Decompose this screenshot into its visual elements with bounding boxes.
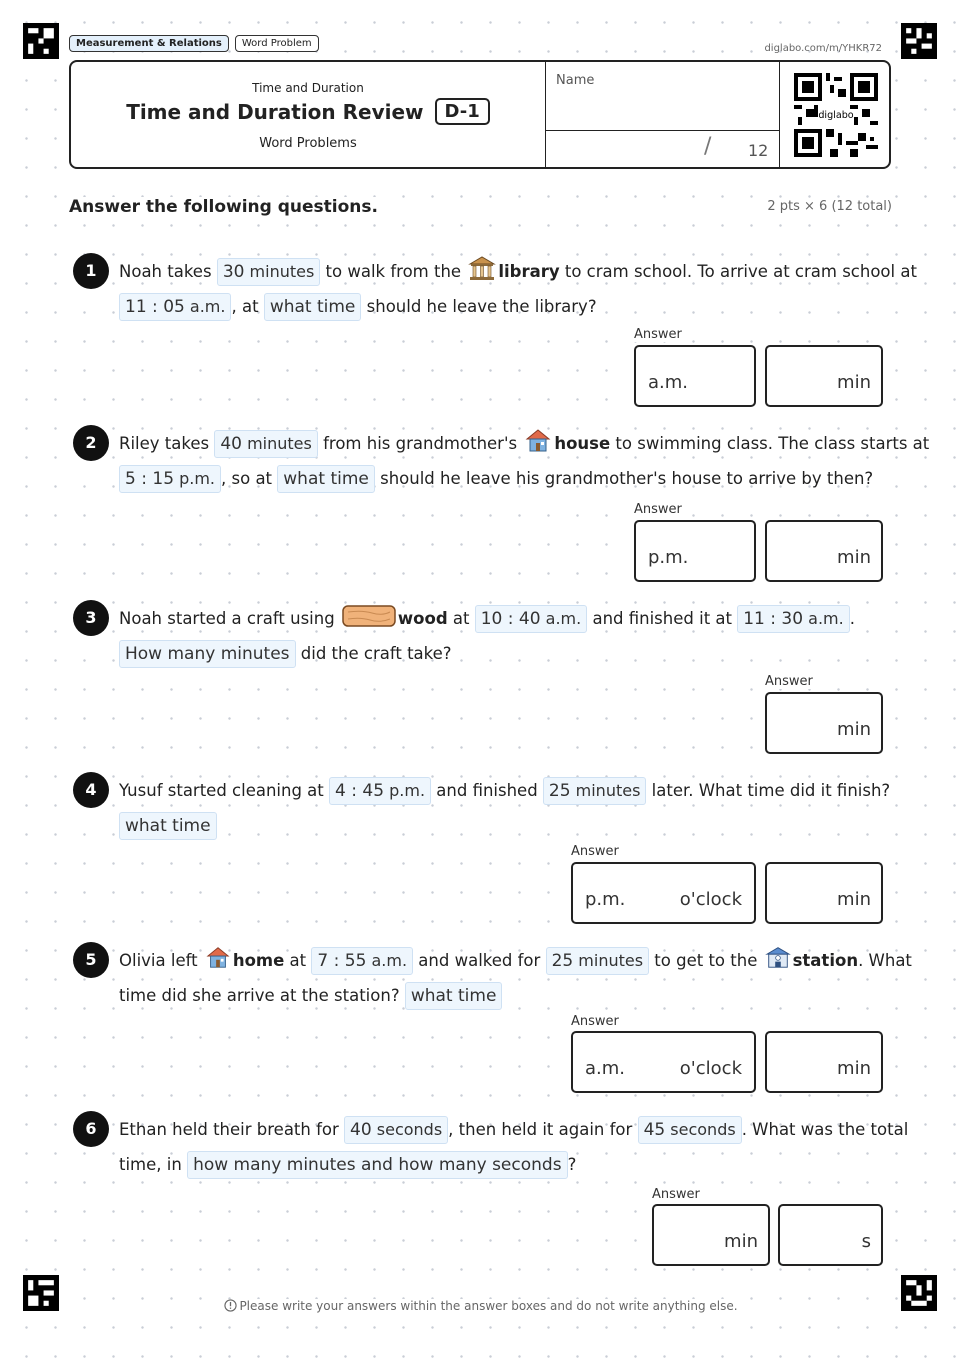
duration-highlight: 40 minutes xyxy=(214,430,318,458)
question-1-text: Noah takes 30 minutes to walk from the library to cram school. To arrive at cram school at 11 : 05 a.m. , at what time should he leave the library? xyxy=(119,254,899,324)
info-icon xyxy=(224,1299,237,1312)
corner-marker-icon xyxy=(23,23,59,59)
tag-category: Measurement & Relations xyxy=(69,35,229,52)
answer-box-5-minute[interactable]: min xyxy=(765,1031,883,1093)
ask-highlight: how many minutes and how many seconds xyxy=(187,1151,568,1179)
question-2-text: Riley takes 40 minutes from his grandmother's house to swimming class. The class starts at 5 : 15 p.m. , so at what time should he leave his grandmother's house to arrive by then? xyxy=(119,426,899,496)
ask-highlight: what time xyxy=(264,293,362,321)
name-label: Name xyxy=(556,73,595,88)
worksheet-header xyxy=(69,60,891,169)
question-3-text: Noah started a craft using wood at 10 : 40 a.m. and finished it at 11 : 30 a.m. . How many minutes did the craft take? xyxy=(119,601,899,671)
score-field[interactable] xyxy=(545,130,780,167)
question-number-5: 5 xyxy=(73,942,109,978)
answer-label: Answer xyxy=(634,502,682,517)
instructions: Answer the following questions. xyxy=(69,197,382,217)
header-subtitle-2: Word Problems xyxy=(259,136,357,151)
answer-box-1-hour[interactable]: a.m. xyxy=(634,345,756,407)
page-title: Time and Duration Review xyxy=(126,99,424,124)
score-slash: / xyxy=(704,134,712,159)
question-5-text: Olivia left home at 7 : 55 a.m. and walked for 25 minutes to get to the station. What time did she arrive at the station? what time xyxy=(119,943,899,1013)
question-number-1: 1 xyxy=(73,253,109,289)
wood-icon xyxy=(342,604,396,628)
answer-box-5-hour[interactable]: a.m. o'clock xyxy=(571,1031,756,1093)
answer-box-2-minute[interactable]: min xyxy=(765,520,883,582)
score-total: 12 xyxy=(748,141,769,160)
duration-highlight: 40 seconds xyxy=(344,1116,448,1144)
duration-highlight: 45 seconds xyxy=(638,1116,742,1144)
ask-highlight: what time xyxy=(277,465,375,493)
question-number-3: 3 xyxy=(73,600,109,636)
station-icon xyxy=(765,944,791,970)
library-icon xyxy=(468,255,496,281)
time-highlight: 11 : 05 a.m. xyxy=(119,293,231,321)
ask-highlight: what time xyxy=(119,812,217,840)
time-highlight: 11 : 30 a.m. xyxy=(737,605,849,633)
ask-highlight: what time xyxy=(405,982,503,1010)
qr-code-icon xyxy=(794,73,878,157)
answer-label: Answer xyxy=(765,674,813,689)
answer-label: Answer xyxy=(652,1187,700,1202)
answer-box-6-minute[interactable]: min xyxy=(652,1204,770,1266)
footer-note: Please write your answers within the answer boxes and do not write anything else. xyxy=(0,1299,960,1313)
answer-box-6-second[interactable]: s xyxy=(778,1204,883,1266)
question-number-6: 6 xyxy=(73,1111,109,1147)
answer-box-1-minute[interactable]: min xyxy=(765,345,883,407)
name-field[interactable] xyxy=(545,62,780,131)
question-number-4: 4 xyxy=(73,772,109,808)
question-4-text: Yusuf started cleaning at 4 : 45 p.m. and finished 25 minutes later. What time did it finish? what time xyxy=(119,773,899,843)
answer-box-4-hour[interactable]: p.m. o'clock xyxy=(571,862,756,924)
tag-list xyxy=(69,35,319,52)
answer-label: Answer xyxy=(634,327,682,342)
time-highlight: 10 : 40 a.m. xyxy=(475,605,587,633)
question-number-2: 2 xyxy=(73,425,109,461)
duration-highlight: 30 minutes xyxy=(217,258,321,286)
duration-highlight: 25 minutes xyxy=(543,777,647,805)
points-info: 2 pts × 6 (12 total) xyxy=(767,199,892,214)
question-6-text: Ethan held their breath for 40 seconds , then held it again for 45 seconds . What was the total time, in how many minutes and how many seconds ? xyxy=(119,1112,899,1182)
corner-marker-icon xyxy=(901,23,937,59)
house-icon xyxy=(524,427,552,453)
home-icon xyxy=(205,944,231,970)
answer-box-2-hour[interactable]: p.m. xyxy=(634,520,756,582)
ask-highlight: How many minutes xyxy=(119,640,296,668)
time-highlight: 4 : 45 p.m. xyxy=(329,777,431,805)
duration-highlight: 25 minutes xyxy=(546,947,650,975)
answer-label: Answer xyxy=(571,1014,619,1029)
qr-center-label: diglabo xyxy=(818,110,854,122)
worksheet-code: D-1 xyxy=(435,98,490,125)
answer-box-4-minute[interactable]: min xyxy=(765,862,883,924)
answer-box-3-minute[interactable]: min xyxy=(765,692,883,754)
tag-type: Word Problem xyxy=(235,35,319,52)
site-url: diglabo.com/m/YHKR72 xyxy=(764,43,882,54)
header-subtitle: Time and Duration xyxy=(252,81,364,95)
answer-label: Answer xyxy=(571,844,619,859)
time-highlight: 5 : 15 p.m. xyxy=(119,465,221,493)
time-highlight: 7 : 55 a.m. xyxy=(311,947,413,975)
